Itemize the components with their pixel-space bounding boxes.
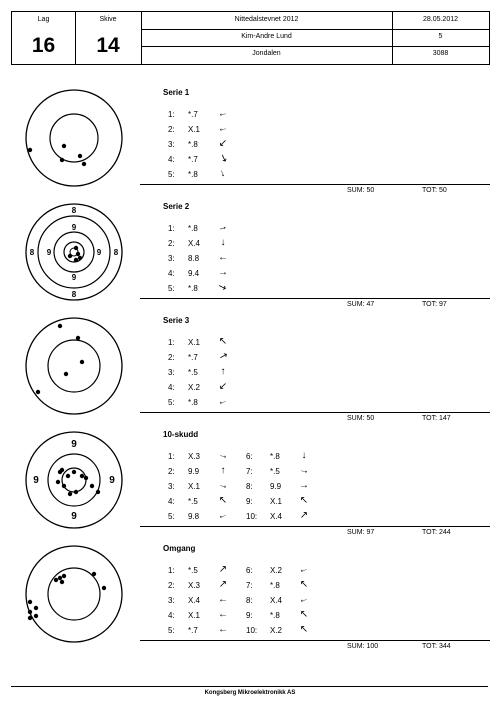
sum-divider [140,412,490,413]
shot-number: 2: [168,581,175,590]
section-title: Serie 2 [163,202,190,211]
shot-value: X.4 [270,512,283,521]
shot-value: X.1 [270,497,283,506]
shot-hit [54,578,58,582]
shot-value: *.5 [188,368,198,377]
shot-value: 8.8 [188,254,200,263]
target-diagram [24,430,124,530]
shot-number: 8: [246,482,253,491]
shot-hit [34,614,38,618]
shot-value: X.4 [188,239,201,248]
shot-hit [36,390,40,394]
shot-value: *.8 [188,284,198,293]
shot-direction-icon: → [216,220,229,235]
target-ring [26,546,122,642]
target-ring [48,454,100,506]
shot-value: *.7 [188,353,198,362]
shooter-class: 5 [438,33,443,40]
shot-value: 9.8 [188,512,200,521]
shot-direction-icon: ↗ [218,579,228,590]
shot-value: *.8 [188,140,198,149]
shot-hit [28,610,32,614]
running-total: TOT: 50 [422,187,447,194]
shot-hit [58,576,62,580]
series-sum: SUM: 97 [347,529,375,536]
shot-direction-icon: → [218,267,228,278]
shot-value: X.3 [188,581,201,590]
shot-hit [76,336,80,340]
shot-direction-icon: ↓ [220,237,226,248]
shot-direction-icon: ← [218,624,228,635]
shot-hit [90,484,94,488]
shot-value: *.8 [270,581,280,590]
shot-direction-icon: ↙ [218,381,228,392]
shot-direction-icon: ↙ [218,138,228,149]
shot-number: 1: [168,566,175,575]
ring-label: 8 [29,248,35,257]
shot-direction-icon: → [217,448,230,463]
shot-number: 3: [168,140,175,149]
shot-number: 7: [246,581,253,590]
ring-label: 9 [71,439,77,450]
shot-hit [62,574,66,578]
shot-value: X.2 [270,626,283,635]
shot-value: X.1 [188,482,201,491]
shot-number: 4: [168,269,175,278]
shot-direction-icon: ↖ [299,579,309,590]
running-total: TOT: 97 [422,301,447,308]
shot-number: 1: [168,110,175,119]
shot-number: 5: [168,284,175,293]
target-ring [48,340,100,392]
shot-direction-icon: ← [218,252,228,263]
target-ring [26,204,122,300]
ring-label: 9 [71,273,77,282]
target-ring [26,90,122,186]
shot-direction-icon: → [299,480,309,491]
shot-value: X.1 [188,611,201,620]
shot-direction-icon: ← [216,394,229,409]
shot-number: 4: [168,611,175,620]
lag-value: 16 [31,34,56,57]
shot-hit [62,144,66,148]
shot-hit [28,148,32,152]
shot-value: X.4 [188,596,201,605]
shot-hit [80,360,84,364]
shot-direction-icon: ↑ [220,465,226,476]
sum-divider [140,184,490,185]
ring-label: 9 [109,475,115,486]
target-ring [26,318,122,414]
shot-hit [58,324,62,328]
shot-direction-icon: ← [216,107,229,120]
shot-direction-icon: → [298,464,311,477]
shot-hit [74,258,78,262]
shot-number: 3: [168,368,175,377]
footer-text: Kongsberg Mikroelektronikk AS [204,690,296,696]
sum-divider [140,526,490,527]
shot-value: X.1 [188,125,201,134]
shot-number: 6: [246,452,253,461]
shot-direction-icon: ↗ [299,510,309,521]
shot-value: 9.4 [188,269,200,278]
shot-number: 9: [246,611,253,620]
target-ring [48,568,100,620]
shot-hit [62,484,66,488]
shot-value: *.8 [188,398,198,407]
shot-value: 9.9 [188,467,200,476]
shot-hit [76,252,80,256]
running-total: TOT: 147 [422,415,451,422]
target-diagram [24,88,124,188]
series-sum: SUM: 50 [347,187,375,194]
sum-divider [140,640,490,641]
shot-hit [64,372,68,376]
shot-number: 10: [246,626,258,635]
shot-direction-icon: ↗ [218,564,228,575]
shot-hit [74,490,78,494]
shot-hit [60,468,64,472]
shot-number: 2: [168,125,175,134]
shot-number: 3: [168,596,175,605]
shot-number: 9: [246,497,253,506]
shot-hit [78,256,82,260]
shot-direction-icon: ← [218,609,228,620]
section-title: Omgang [163,544,196,553]
club-name: Jondalen [252,50,281,57]
shot-value: 9.9 [270,482,282,491]
shot-value: *.7 [188,626,198,635]
shot-number: 1: [168,224,175,233]
section-title: Serie 1 [163,88,190,97]
shot-number: 3: [168,482,175,491]
ring-label: 8 [113,248,119,257]
shot-hit [68,492,72,496]
target-diagram [24,202,124,302]
shot-number: 2: [168,353,175,362]
series-sum: SUM: 47 [347,301,375,308]
sum-divider [140,298,490,299]
shot-hit [102,586,106,590]
shot-value: *.5 [270,467,280,476]
shot-direction-icon: ↓ [218,167,227,180]
shot-hit [34,606,38,610]
shot-hit [66,474,70,478]
shot-value: *.7 [188,110,198,119]
section-title: 10-skudd [163,430,199,439]
ring-label: 8 [71,290,77,299]
shot-direction-icon: ↘ [217,151,230,166]
skive-label: Skive [99,16,117,23]
shot-value: *.8 [270,611,280,620]
shot-value: X.2 [270,566,283,575]
ring-label: 9 [71,511,77,522]
running-total: TOT: 244 [422,529,451,536]
shot-value: *.5 [188,497,198,506]
shot-number: 5: [168,170,175,179]
shot-hit [78,154,82,158]
shot-number: 8: [246,596,253,605]
shot-value: *.7 [188,155,198,164]
shot-hit [56,480,60,484]
shot-hit [82,162,86,166]
shot-number: 5: [168,398,175,407]
ring-label: 9 [96,248,102,257]
shot-hit [72,470,76,474]
shot-value: *.8 [270,452,280,461]
shot-number: 3: [168,254,175,263]
event-date: 28.05.2012 [422,16,459,23]
shot-number: 6: [246,566,253,575]
target-ring [54,232,94,272]
target-diagram [24,316,124,416]
shot-hit [28,616,32,620]
section-title: Serie 3 [163,316,190,325]
shot-hit [28,600,32,604]
shot-direction-icon: ↖ [218,495,228,506]
shot-number: 10: [246,512,258,521]
shot-direction-icon: ← [216,508,229,523]
shot-direction-icon: ↖ [218,336,228,347]
shot-hit [68,254,72,258]
lag-label: Lag [37,16,50,23]
shot-number: 1: [168,452,175,461]
shot-hit [84,476,88,480]
shot-value: *.8 [188,170,198,179]
shooter-name: Kim-Andre Lund [241,33,292,40]
shot-direction-icon: ↖ [299,624,309,635]
shot-direction-icon: ↖ [299,609,309,620]
shot-hit [80,474,84,478]
shot-number: 5: [168,512,175,521]
ring-label: 9 [46,248,52,257]
shot-hit [96,490,100,494]
series-sum: SUM: 100 [347,643,379,650]
shot-direction-icon: ↖ [299,495,309,506]
shot-number: 2: [168,239,175,248]
shot-hit [74,246,78,250]
header-table [11,11,490,65]
shot-number: 4: [168,155,175,164]
shot-direction-icon: ← [218,594,228,605]
shot-direction-icon: ← [297,562,310,577]
shot-hit [92,572,96,576]
shot-value: X.2 [188,383,201,392]
shot-number: 1: [168,338,175,347]
shot-value: *.8 [188,224,198,233]
shot-direction-icon: ↓ [301,450,307,461]
shot-number: 7: [246,467,253,476]
series-sum: SUM: 50 [347,415,375,422]
shot-hit [60,580,64,584]
shot-value: X.1 [188,338,201,347]
target-diagram [24,544,124,644]
shot-direction-icon: ← [297,592,310,607]
skive-value: 14 [96,34,120,57]
shot-number: 4: [168,383,175,392]
target-ring [50,114,98,162]
shot-direction-icon: ← [216,122,229,135]
shot-value: *.5 [188,566,198,575]
shot-direction-icon: ↘ [216,280,229,295]
shot-hit [60,158,64,162]
shot-direction-icon: → [217,478,230,493]
shot-number: 2: [168,467,175,476]
shot-number: 4: [168,497,175,506]
ring-label: 9 [71,223,77,232]
shot-value: X.4 [270,596,283,605]
running-total: TOT: 344 [422,643,451,650]
shot-value: X.3 [188,452,201,461]
shot-direction-icon: ↑ [220,366,226,377]
shot-number: 5: [168,626,175,635]
ring-label: 9 [33,475,39,486]
event-name: Nittedalstevnet 2012 [234,16,299,23]
shot-direction-icon: ↗ [217,350,229,363]
ring-label: 8 [71,206,77,215]
shooter-number: 3088 [432,50,449,57]
